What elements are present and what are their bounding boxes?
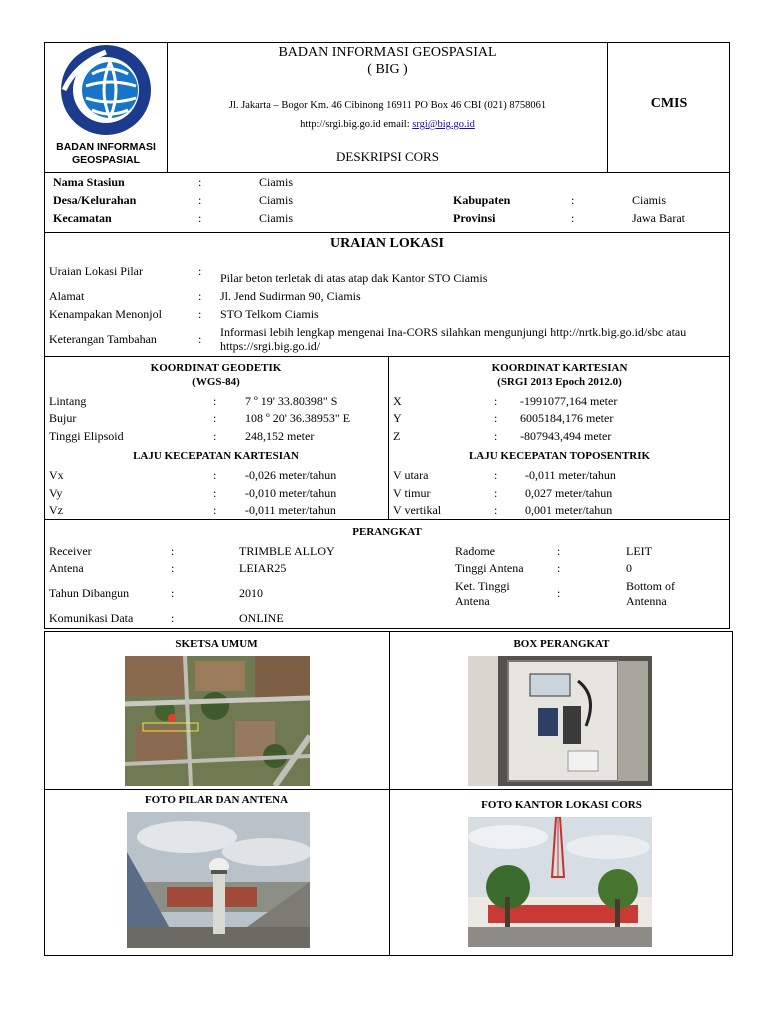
email-link[interactable]: srgi@big.go.id	[412, 119, 475, 130]
kec-label: Kecamatan	[53, 211, 112, 225]
kenampakan-value: STO Telkom Ciamis	[220, 307, 319, 321]
alamat-label: Alamat	[49, 289, 85, 303]
prov-label: Provinsi	[453, 211, 496, 225]
pilar-title: FOTO PILAR DAN ANTENA	[144, 794, 289, 806]
vtimur-label: V timur	[393, 486, 431, 500]
uraian-label: Uraian Lokasi Pilar	[49, 264, 143, 278]
colon: :	[213, 429, 217, 443]
desa-label: Desa/Kelurahan	[53, 193, 137, 207]
colon: :	[198, 332, 202, 346]
laju-toposentrik-title: LAJU KECEPATAN TOPOSENTRIK	[468, 450, 651, 462]
colon: :	[213, 468, 217, 482]
org-abbr: ( BIG )	[367, 62, 408, 77]
kantor-lokasi-image	[468, 817, 652, 947]
x-value: -1991077,164 meter	[520, 394, 618, 408]
doc-title: DESKRIPSI CORS	[336, 149, 439, 164]
vz-label: Vz	[49, 503, 63, 517]
alamat-value: Jl. Jend Sudirman 90, Ciamis	[220, 289, 361, 303]
website-text: http://srgi.big.go.id email:	[300, 119, 413, 130]
receiver-value: TRIMBLE ALLOY	[239, 544, 335, 558]
ket-tinggi-value-line2: Antenna	[626, 594, 667, 608]
kab-label: Kabupaten	[453, 193, 511, 207]
globe-logo-icon	[56, 44, 156, 136]
colon: :	[494, 468, 498, 482]
colon: :	[198, 289, 202, 303]
sketsa-title: SKETSA UMUM	[175, 638, 258, 650]
tahun-label: Tahun Dibangun	[49, 586, 130, 600]
vutara-value: -0,011 meter/tahun	[525, 468, 616, 482]
geodetik-title: KOORDINAT GEODETIK	[150, 362, 282, 374]
tinggi-antena-label: Tinggi Antena	[455, 561, 524, 575]
bujur-value: 108 º 20' 36.38953" E	[245, 411, 351, 425]
nama-label: Nama Stasiun	[53, 175, 125, 189]
colon: :	[171, 561, 175, 575]
kab-value: Ciamis	[632, 193, 667, 207]
bujur-label: Bujur	[49, 411, 77, 425]
org-address: Jl. Jakarta – Bogor Km. 46 Cibinong 16911 PO Box 46 CBI (021) 8758061	[228, 100, 547, 111]
colon: :	[213, 486, 217, 500]
pilar-antena-image	[127, 812, 310, 948]
vx-value: -0,026 meter/tahun	[245, 468, 337, 482]
vy-label: Vy	[49, 486, 63, 500]
photos-divider-vertical	[389, 631, 390, 956]
x-label: X	[393, 394, 402, 408]
kartesian-sub: (SRGI 2013 Epoch 2012.0)	[497, 376, 622, 388]
sketsa-map-image	[125, 656, 310, 786]
antena-value: LEIAR25	[239, 561, 287, 575]
colon: :	[557, 586, 561, 600]
colon: :	[494, 429, 498, 443]
keterangan-value: Informasi lebih lengkap mengenai Ina-CORS silahkan mengunjungi http://nrtk.big.go.id/sbc atau	[220, 325, 687, 339]
colon: :	[494, 411, 498, 425]
uraian-title: URAIAN LOKASI	[330, 236, 444, 251]
colon: :	[198, 193, 202, 207]
antena-label: Antena	[49, 561, 84, 575]
colon: :	[571, 193, 575, 207]
station-frame	[44, 172, 730, 233]
colon: :	[571, 211, 575, 225]
kom-value: ONLINE	[239, 611, 284, 625]
uraian-value: Pilar beton terletak di atas atap dak Kantor STO Ciamis	[220, 271, 488, 285]
office-building-icon	[468, 817, 652, 947]
colon: :	[213, 503, 217, 517]
geodetik-sub: (WGS-84)	[192, 376, 240, 388]
kom-label: Komunikasi Data	[49, 611, 134, 625]
colon: :	[213, 394, 217, 408]
perangkat-title: PERANGKAT	[352, 526, 422, 538]
tinggi-elipsoid-value: 248,152 meter	[245, 429, 315, 443]
y-value: 6005184,176 meter	[520, 411, 614, 425]
colon: :	[171, 611, 175, 625]
lintang-label: Lintang	[49, 394, 87, 408]
laju-kartesian-title: LAJU KECEPATAN KARTESIAN	[133, 450, 299, 462]
colon: :	[198, 307, 202, 321]
vtimur-value: 0,027 meter/tahun	[525, 486, 613, 500]
vvertikal-value: 0,001 meter/tahun	[525, 503, 613, 517]
colon: :	[494, 503, 498, 517]
photos-divider-horizontal	[44, 789, 733, 790]
tahun-value: 2010	[239, 586, 263, 600]
aerial-map-icon	[125, 656, 310, 786]
colon: :	[198, 175, 202, 189]
colon: :	[198, 264, 202, 278]
colon: :	[198, 211, 202, 225]
colon: :	[171, 544, 175, 558]
z-label: Z	[393, 429, 401, 443]
prov-value: Jawa Barat	[632, 211, 685, 225]
org-contact	[168, 118, 607, 131]
keterangan-value-line2: https://srgi.big.go.id/	[220, 339, 321, 353]
colon: :	[171, 586, 175, 600]
box-perangkat-image	[468, 656, 652, 786]
colon: :	[494, 394, 498, 408]
receiver-label: Receiver	[49, 544, 92, 558]
colon: :	[494, 486, 498, 500]
tinggi-antena-value: 0	[626, 561, 632, 575]
box-title: BOX PERANGKAT	[513, 638, 610, 650]
kenampakan-label: Kenampakan Menonjol	[49, 307, 162, 321]
colon: :	[213, 411, 217, 425]
y-label: Y	[393, 411, 402, 425]
radome-label: Radome	[455, 544, 495, 558]
kec-value: Ciamis	[259, 211, 294, 225]
tinggi-elipsoid-label: Tinggi Elipsoid	[49, 429, 124, 443]
equipment-box-icon	[468, 656, 652, 786]
logo-text-line2: GEOSPASIAL	[71, 154, 141, 166]
keterangan-label: Keterangan Tambahan	[49, 332, 157, 346]
antenna-pillar-icon	[127, 812, 310, 948]
vutara-label: V utara	[393, 468, 429, 482]
nama-value: Ciamis	[259, 175, 294, 189]
vvertikal-label: V vertikal	[393, 503, 442, 517]
vy-value: -0,010 meter/tahun	[245, 486, 337, 500]
colon: :	[557, 561, 561, 575]
desa-value: Ciamis	[259, 193, 294, 207]
org-name: BADAN INFORMASI GEOSPASIAL	[278, 45, 497, 60]
ket-tinggi-value: Bottom of	[626, 579, 676, 593]
big-logo	[56, 44, 156, 136]
kartesian-title: KOORDINAT KARTESIAN	[491, 362, 628, 374]
logo-text-line1: BADAN INFORMASI	[56, 141, 156, 153]
radome-value: LEIT	[626, 544, 652, 558]
ket-tinggi-label: Ket. Tinggi	[455, 579, 510, 593]
vz-value: -0,011 meter/tahun	[245, 503, 336, 517]
z-value: -807943,494 meter	[520, 429, 612, 443]
ket-tinggi-label-line2: Antena	[455, 594, 490, 608]
lintang-value: 7 º 19' 33.80398" S	[245, 394, 338, 408]
station-code: CMIS	[650, 96, 688, 111]
vx-label: Vx	[49, 468, 64, 482]
kantor-title: FOTO KANTOR LOKASI CORS	[481, 799, 642, 811]
colon: :	[557, 544, 561, 558]
